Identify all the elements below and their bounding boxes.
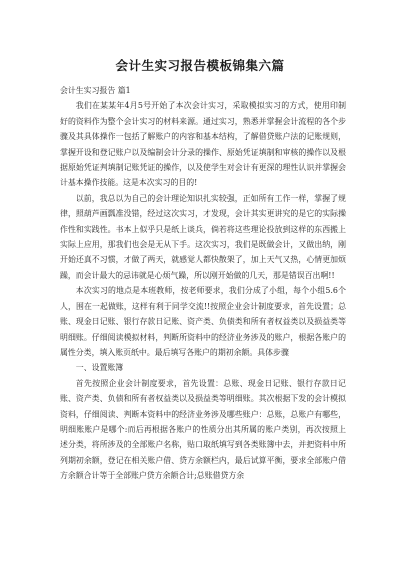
paragraph: 本次实习的地点是本班教师，按老师要求，我们分成了小组，每个小组5.6个人，围在一起做账，这样有利于同学交流!!按照企业会计制度要求，首先设置；总账、现金日记账、银行存款日记账、资产类、负债类和所有者权益类以及损益类等明细账。仔细阅读模拟材料，判断所资料中的经济业务涉及的账户，根据各账户的属性分类，填入账页纸中。最后填写各账户的期初余额。具体步骤 xyxy=(60,286,346,357)
paragraph: 我们在某某年4月5号开始了本次会计实习，采取模拟实习的方式，使用印制好的资料作为整个会计实习的材料来源。通过实习，熟悉并掌握会计流程的各个步骤及其具体操作一包括了解账户的内容和基本结构，了解借贷账户法的记账规则，掌握开设和登记账户以及编制会计分录的操作、原始凭证填制和审核的操作以及根据原始凭证判填制记账凭证的操作，以及使学生对会计有更深的理性认识并掌握会计基本操作技能。这是本次实习的目的! xyxy=(60,101,346,188)
section-subtitle: 会计生实习报告 篇1 xyxy=(60,86,131,95)
paragraph: 首先按照企业会计制度要求，首先设置：总账、现金日记账、银行存款日记账、资产类、负债和所有者权益类以及损益类等明细账。其次根据下发的会计模拟资料，仔细阅读、判断本资料中的经济业务涉及哪些账户：总账，总账户有哪些，明细账账户是哪个:而后再根据各账户的性质分出其所属的账户类别，再次按照上述分类，将所涉及的全部账户名称，贴口取纸填写到各类账簿中去，并把资料中所列期初余额，登记在相关账户借、贷方余额栏内，最后试算平衡，要求全部账户借方余额合计等于全部账户贷方余额合计;总账借贷方余 xyxy=(60,378,346,481)
paragraph: 以前，我总以为自己的会计理论知识扎实较强，正如所有工作一样，掌握了规律，照葫芦画瓢准没错，经过这次实习，才发现，会计其实更讲究的是它的实际操作性和实践性。书本上似乎只是纸上谈兵，倘若将这些理论投放到这样的东西搬上实际上应用，那我们也会是无从下手。这次实习，我们是既做会计，又做出纳，刚开始还真不习惯，才做了两天，就感觉人都快散架了，加上天气又热，心情更加烦躁，而会计最大的忌讳就是心烦气躁，所以刚开始做的几天，那是错误百出啊!! xyxy=(60,193,346,280)
document-title: 会计生实习报告模板锦集六篇 xyxy=(115,58,285,73)
document-body xyxy=(60,83,346,484)
section-heading: 一、设置账簿 xyxy=(75,363,124,373)
